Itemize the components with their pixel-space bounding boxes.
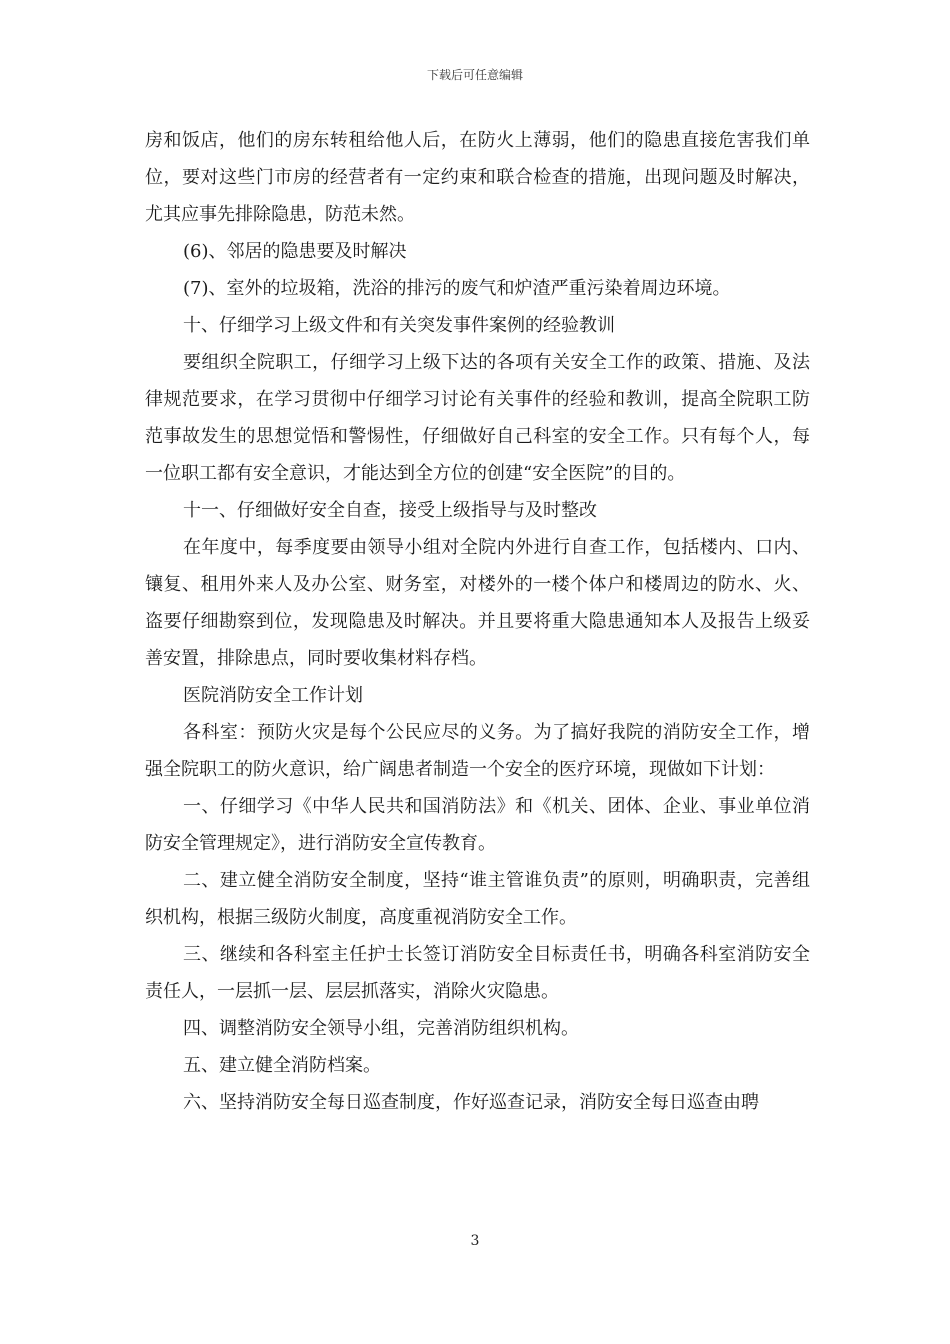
paragraph: 房和饭店，他们的房东转租给他人后，在防火上薄弱，他们的隐患直接危害我们单位，要对这些门市房的经营者有一定约束和联合检查的措施，出现问题及时解决，尤其应事先排除隐患，防范未然。: [145, 130, 810, 225]
paragraph: 各科室：预防火灾是每个公民应尽的义务。为了搞好我院的消防安全工作，增强全院职工的防火意识，给广阔患者制造一个安全的医疗环境，现做如下计划：: [145, 722, 810, 780]
paragraph: (6)、邻居的隐患要及时解决: [183, 241, 407, 262]
page-header: 下载后可任意编辑: [426, 68, 523, 82]
list-item: 一、仔细学习《中华人民共和国消防法》和《机关、团体、企业、事业单位消防安全管理规定》，进行消防安全宣传教育。: [145, 796, 810, 854]
paragraph: 要组织全院职工，仔细学习上级下达的各项有关安全工作的政策、措施、及法律规范要求，在学习贯彻中仔细学习讨论有关事件的经验和教训，提高全院职工防范事故发生的思想觉悟和警惕性，仔细做好自己科室的安全工作。只有每个人，每一位职工都有安全意识，才能达到全方位的创建“安全医院”的目的。: [145, 352, 810, 484]
document-title: 医院消防安全工作计划: [183, 685, 363, 706]
document-body: [145, 122, 810, 1121]
page-number: 3: [470, 1233, 480, 1249]
section-heading: 十、仔细学习上级文件和有关突发事件案例的经验教训: [183, 315, 615, 336]
paragraph: (7)、室外的垃圾箱，洗浴的排污的废气和炉渣严重污染着周边环境。: [183, 278, 731, 299]
section-heading: 十一、仔细做好安全自查，接受上级指导与及时整改: [183, 500, 597, 521]
list-item: 三、继续和各科室主任护士长签订消防安全目标责任书，明确各科室消防安全责任人，一层抓一层、层层抓落实，消除火灾隐患。: [145, 944, 810, 1002]
list-item: 六、坚持消防安全每日巡查制度，作好巡查记录，消防安全每日巡查由聘: [183, 1092, 759, 1113]
list-item: 五、建立健全消防档案。: [183, 1055, 381, 1076]
paragraph: 在年度中，每季度要由领导小组对全院内外进行自查工作，包括楼内、口内、镶复、租用外来人及办公室、财务室，对楼外的一楼个体户和楼周边的防水、火、盗要仔细勘察到位，发现隐患及时解决。并且要将重大隐患通知本人及报告上级妥善安置，排除患点，同时要收集材料存档。: [145, 537, 810, 669]
list-item: 二、建立健全消防安全制度，坚持“谁主管谁负责”的原则，明确职责，完善组织机构，根据三级防火制度，高度重视消防安全工作。: [145, 870, 810, 928]
list-item: 四、调整消防安全领导小组，完善消防组织机构。: [183, 1018, 579, 1039]
